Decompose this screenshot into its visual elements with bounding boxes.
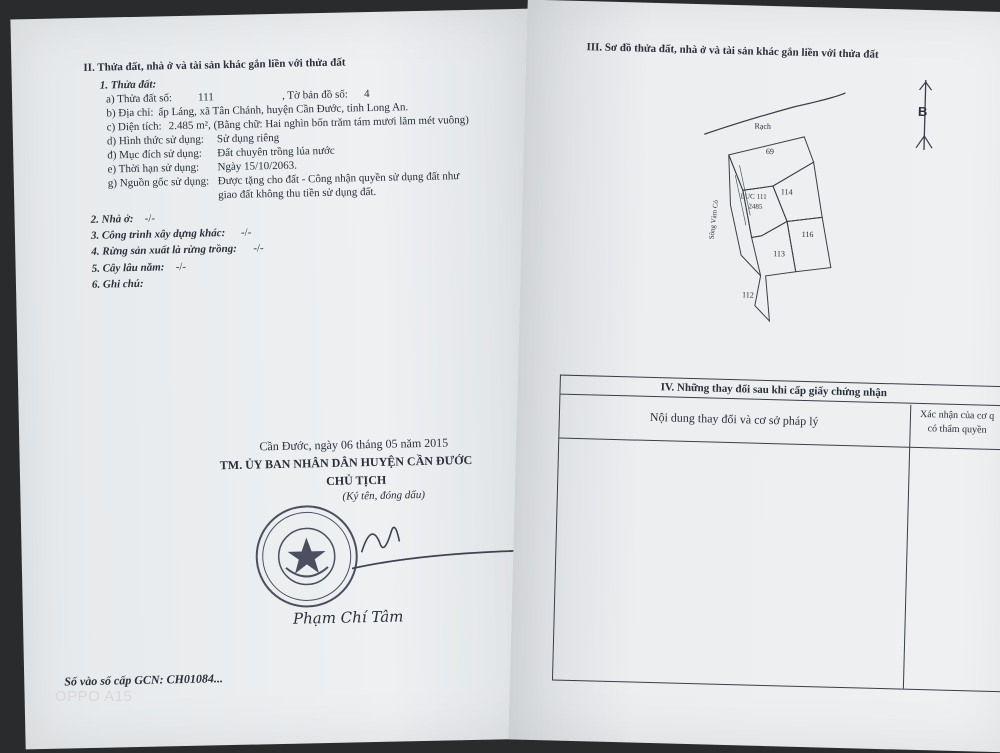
item6-label: 6. Ghi chú: bbox=[91, 277, 144, 291]
parcel-map bbox=[679, 64, 986, 342]
changes-table bbox=[552, 375, 1000, 693]
position-title: CHỦ TỊCH bbox=[326, 472, 387, 489]
parcel-code: LUC bbox=[740, 192, 755, 201]
parcel-no-label: a) Thửa đất số: bbox=[105, 92, 173, 106]
usage-form-value: Sử dụng riêng bbox=[216, 131, 280, 146]
section2-title: II. Thửa đất, nhà ở và tài sản khác gắn liền với thửa đất bbox=[83, 56, 346, 75]
origin-label: g) Nguồn gốc sử dụng: bbox=[107, 175, 210, 190]
col-changes: Nội dung thay đổi và cơ sở pháp lý bbox=[649, 409, 819, 429]
parcel-no-value: 111 bbox=[197, 91, 214, 104]
area-value: 2.485 m², (Bằng chữ: Hai nghìn bốn trăm tám mươi lăm mét vuông) bbox=[168, 113, 470, 133]
right-page bbox=[508, 0, 1000, 752]
official-seal-icon bbox=[251, 500, 363, 612]
parcel-113: 113 bbox=[773, 249, 786, 259]
item3-label: 3. Công trình xây dựng khác: bbox=[90, 227, 226, 242]
address-label: b) Địa chỉ: bbox=[106, 106, 154, 120]
section4-title: IV. Những thay đổi sau khi cấp giấy chứng nhận bbox=[660, 381, 888, 400]
item4-value: -/- bbox=[253, 242, 264, 255]
map-sheet-value: 4 bbox=[363, 88, 370, 101]
parcel-112: 112 bbox=[741, 290, 754, 300]
origin-value-2: giao đất không thu tiền sử dụng đất. bbox=[218, 185, 377, 202]
area-label: c) Diện tích: bbox=[106, 120, 162, 134]
map-sheet-label: , Tờ bản đồ số: bbox=[281, 88, 348, 102]
place-date: Cần Đước, ngày 06 tháng 05 năm 2015 bbox=[259, 435, 449, 454]
camera-watermark: OPPO A15 bbox=[55, 688, 133, 705]
item1-title: 1. Thửa đất: bbox=[99, 78, 157, 92]
item4-label: 4. Rừng sản xuất là rừng trồng: bbox=[91, 242, 237, 258]
item5-value: -/- bbox=[175, 260, 187, 274]
north-label: B bbox=[917, 103, 928, 120]
signer-name: Phạm Chí Tâm bbox=[292, 607, 404, 628]
term-value: Ngày 15/10/2063. bbox=[217, 159, 298, 174]
river-side-label: Sông Vàm Cỏ bbox=[707, 199, 721, 240]
sign-note: (Ký tên, đóng dấu) bbox=[342, 488, 426, 503]
item5-label: 5. Cây lâu năm: bbox=[91, 261, 165, 275]
parcel-114: 114 bbox=[780, 187, 793, 197]
address-value: ấp Láng, xã Tân Chánh, huyện Cần Đước, tỉnh Long An. bbox=[158, 101, 409, 119]
origin-value-1: Được tặng cho đất - Công nhận quyền sử dụng đất như bbox=[217, 170, 460, 188]
section3-title: III. Sơ đồ thửa đất, nhà ở và tài sản khác gắn liền với thửa đất bbox=[586, 41, 879, 61]
parcel-116: 116 bbox=[801, 229, 814, 240]
item2-label: 2. Nhà ở: bbox=[90, 212, 134, 226]
usage-form-label: d) Hình thức sử dụng: bbox=[106, 133, 204, 148]
authority: TM. ỦY BAN NHÂN DÂN HUYỆN CẦN ĐƯỚC bbox=[219, 452, 473, 473]
parcel-69: 69 bbox=[765, 146, 774, 157]
parcel-main: 111 bbox=[756, 192, 767, 201]
purpose-value: Đất chuyên trồng lúa nước bbox=[217, 144, 335, 160]
col-confirm-2: có thẩm quyền bbox=[927, 423, 987, 436]
col-confirm-1: Xác nhận của cơ q bbox=[919, 408, 995, 422]
purpose-label: đ) Mục đích sử dụng: bbox=[107, 147, 202, 162]
term-label: e) Thời hạn sử dụng: bbox=[107, 161, 200, 176]
parcel-area: 2485 bbox=[748, 202, 763, 211]
register-number: Số vào số cấp GCN: CH01084... bbox=[64, 671, 224, 689]
item2-value: -/- bbox=[144, 212, 156, 225]
left-page bbox=[10, 9, 545, 750]
item3-value: -/- bbox=[240, 226, 252, 239]
river-top-label: Rạch bbox=[754, 121, 772, 131]
